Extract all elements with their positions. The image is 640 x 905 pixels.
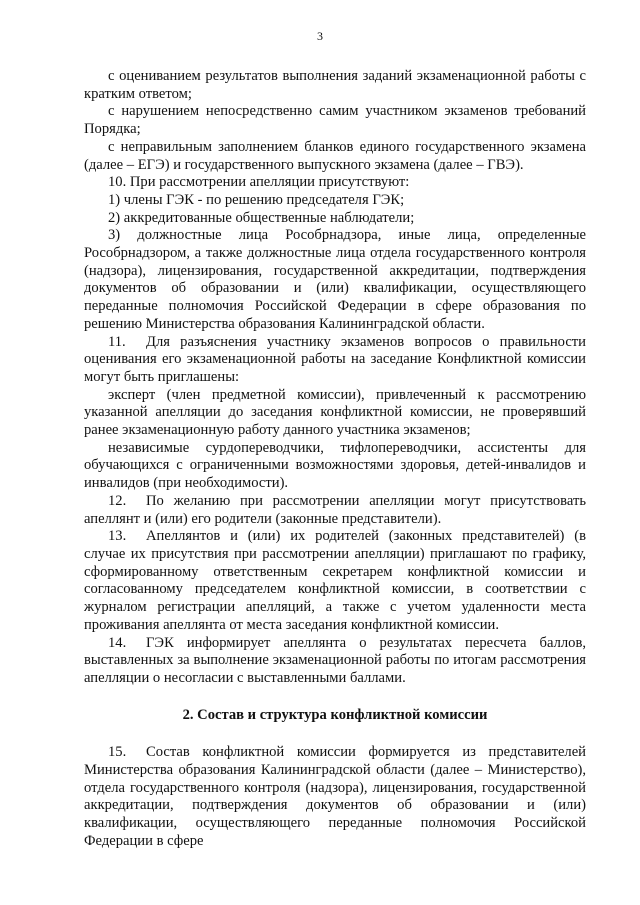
page-number: 3 [317,29,323,43]
item-number: 11. [108,333,126,350]
item-number: 12. [108,492,127,509]
section-heading: 2. Состав и структура конфликтной комиссии [182,706,488,723]
paragraph: с нарушением непосредственно самим участником экзаменов требований Порядка; [84,103,586,138]
item-text: Состав конфликтной комиссии формируется из представителей Министерства образования Калининградской области (далее – Министерство), отдела государственного контроля (надзора), лицензирования, государственной аккредитации, подтверждения документов об образовании и (или) квалификации, осуществляющего переданные полномочия Российской Федерации в сфере [84,744,586,849]
item-number: 13. [108,528,127,545]
item-number: 14. [108,634,127,651]
numbered-item-13 [84,528,586,634]
document-body [84,68,586,851]
paragraph: независимые сурдопереводчики, тифлопереводчики, ассистенты для обучающихся с ограниченными возможностями здоровья, детей-инвалидов и инвалидов (при необходимости). [84,439,586,492]
paragraph: эксперт (член предметной комиссии), привлеченный к рассмотрению указанной апелляции до заседания конфликтной комиссии, не проверявший ранее экзаменационную работу данного участника экзаменов; [84,386,586,439]
item-text: По желанию при рассмотрении апелляции могут присутствовать апеллянт и (или) его родители (законные представители). [84,492,586,527]
numbered-item-14 [84,635,586,688]
list-item: 3) должностные лица Рособрнадзора, иные лица, определенные Рособрнадзором, а также должностные лица отдела государственного контроля (надзора), лицензирования, государственной аккредитации, подтверждения документов об образовании и (или) квалификации, осуществляющего переданные полномочия Российской Федерации в сфере образования по решению Министерства образования Калининградской области. [84,227,586,332]
list-item: 2) аккредитованные общественные наблюдатели; [108,209,415,226]
paragraph: 10. При рассмотрении апелляции присутствуют: [108,174,410,191]
item-text: Апеллянтов и (или) их родителей (законных представителей) (в случае их присутствия при рассмотрении апелляции) приглашают по графику, сформированному ответственным секретарем конфликтной комиссии и согласованному председателем конфликтной комиссии, в соответствии с журналом регистрации апелляций, а также с учетом удаленности места проживания апеллянта от места заседания конфликтной комиссии. [84,528,586,633]
paragraph: с неправильным заполнением бланков единого государственного экзамена (далее – ЕГЭ) и государственного выпускного экзамена (далее – ГВЭ). [84,138,586,173]
numbered-item-12 [84,493,586,528]
item-number: 15. [108,744,127,761]
list-item: 1) члены ГЭК - по решению председателя ГЭК; [108,191,405,208]
numbered-item-11 [84,334,586,387]
item-text: Для разъяснения участнику экзаменов вопросов о правильности оценивания его экзаменационной работы на заседание Конфликтной комиссии могут быть приглашены: [84,333,586,385]
paragraph: с оцениванием результатов выполнения заданий экзаменационной работы с кратким ответом; [84,68,586,102]
numbered-item-15 [84,744,586,850]
item-text: ГЭК информирует апеллянта о результатах пересчета баллов, выставленных за выполнение экзаменационной работы по итогам рассмотрения апелляции о несогласии с выставленными баллами. [84,634,586,686]
